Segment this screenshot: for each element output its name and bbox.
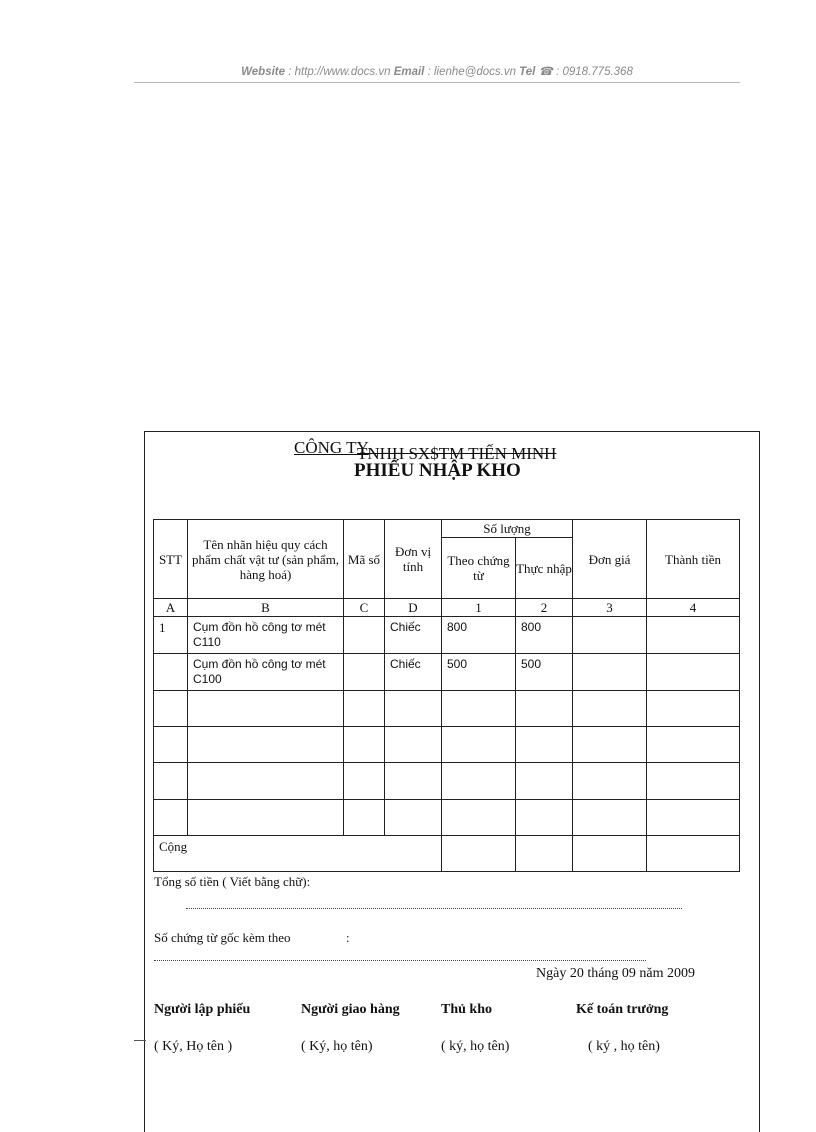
column-code: B xyxy=(188,599,344,617)
email-value: : lienhe@docs.vn xyxy=(427,66,516,78)
header-stt: STT xyxy=(154,520,188,599)
column-code: C xyxy=(344,599,385,617)
total-in-words-label: Tổng số tiền ( Viết bằng chữ): xyxy=(154,874,311,889)
phone-icon: ☎ xyxy=(538,66,553,78)
cell-unit: Chiếc xyxy=(385,617,442,654)
table-row xyxy=(154,654,740,691)
tel-value: : 0918.775.368 xyxy=(556,66,633,78)
email-label: Email xyxy=(393,66,425,78)
column-code: 2 xyxy=(516,599,573,617)
cell-code xyxy=(344,654,385,691)
website-label: Website xyxy=(241,66,286,78)
signature-note: ( Ký, họ tên) xyxy=(301,1039,373,1054)
column-code: A xyxy=(154,599,188,617)
header-quantity: Số lượng xyxy=(442,520,573,538)
empty-row xyxy=(154,800,740,836)
header-qty-actual: Thực nhập xyxy=(516,538,573,599)
header-qty-doc: Theo chứng từ xyxy=(442,538,516,599)
cell-code xyxy=(344,617,385,654)
header-price: Đơn giá xyxy=(573,520,647,599)
cell-amount xyxy=(647,654,740,691)
header-divider xyxy=(134,82,740,83)
empty-row xyxy=(154,691,740,727)
header-row-1 xyxy=(154,520,740,538)
page-header xyxy=(134,64,740,78)
table-row xyxy=(154,617,740,654)
signature-note: ( ký , họ tên) xyxy=(588,1039,660,1054)
header-unit: Đơn vị tính xyxy=(385,520,442,599)
form-title: PHIẾU NHẬP KHO xyxy=(354,460,521,481)
signature-role: Người lập phiếu xyxy=(154,1002,251,1017)
cell-name: Cụm đồn hồ công tơ mét C110 xyxy=(188,617,344,654)
total-label: Cộng xyxy=(154,836,442,872)
attached-docs-colon: : xyxy=(346,930,350,945)
empty-row xyxy=(154,763,740,800)
empty-row xyxy=(154,727,740,763)
cell-amount xyxy=(647,617,740,654)
website-value: : http://www.docs.vn xyxy=(288,66,391,78)
column-code-row xyxy=(154,599,740,617)
cell-price xyxy=(573,617,647,654)
company-name-part2: TNHH SX$TM TIẾN MINH xyxy=(357,444,557,463)
company-name-part1: CÔNG TY xyxy=(294,438,369,457)
cell-unit: Chiếc xyxy=(385,654,442,691)
cell-qty-doc: 800 xyxy=(442,617,516,654)
cell-qty-actual: 800 xyxy=(516,617,573,654)
tel-label: Tel xyxy=(519,66,536,78)
header-code: Mã số xyxy=(344,520,385,599)
column-code: D xyxy=(385,599,442,617)
header-name: Tên nhãn hiệu quy cách phẩm chất vật tư (sản phẩm, hàng hoá) xyxy=(188,520,344,599)
cell-qty-actual: 500 xyxy=(516,654,573,691)
attached-docs-label: Số chứng từ gốc kèm theo xyxy=(154,930,291,945)
signature-role: Kế toán trưởng xyxy=(576,1002,669,1017)
cell-name: Cụm đồn hồ công tơ mét C100 xyxy=(188,654,344,691)
column-code: 3 xyxy=(573,599,647,617)
total-in-words-line xyxy=(186,898,682,909)
signature-note: ( Ký, Họ tên ) xyxy=(154,1039,233,1054)
receipt-table xyxy=(153,519,740,872)
cell-price xyxy=(573,654,647,691)
cell-qty-doc: 500 xyxy=(442,654,516,691)
cell-stt: 1 xyxy=(154,617,188,654)
column-code: 1 xyxy=(442,599,516,617)
attached-docs-line xyxy=(154,952,646,961)
signature-note: ( ký, họ tên) xyxy=(441,1039,510,1054)
total-row xyxy=(154,836,740,872)
cell-stt xyxy=(154,654,188,691)
column-code: 4 xyxy=(647,599,740,617)
margin-mark xyxy=(134,1040,146,1041)
date-line: Ngày 20 tháng 09 năm 2009 xyxy=(536,966,696,981)
signature-role: Người giao hàng xyxy=(301,1002,400,1017)
signature-role: Thủ kho xyxy=(441,1002,492,1017)
header-amount: Thành tiền xyxy=(647,520,740,599)
